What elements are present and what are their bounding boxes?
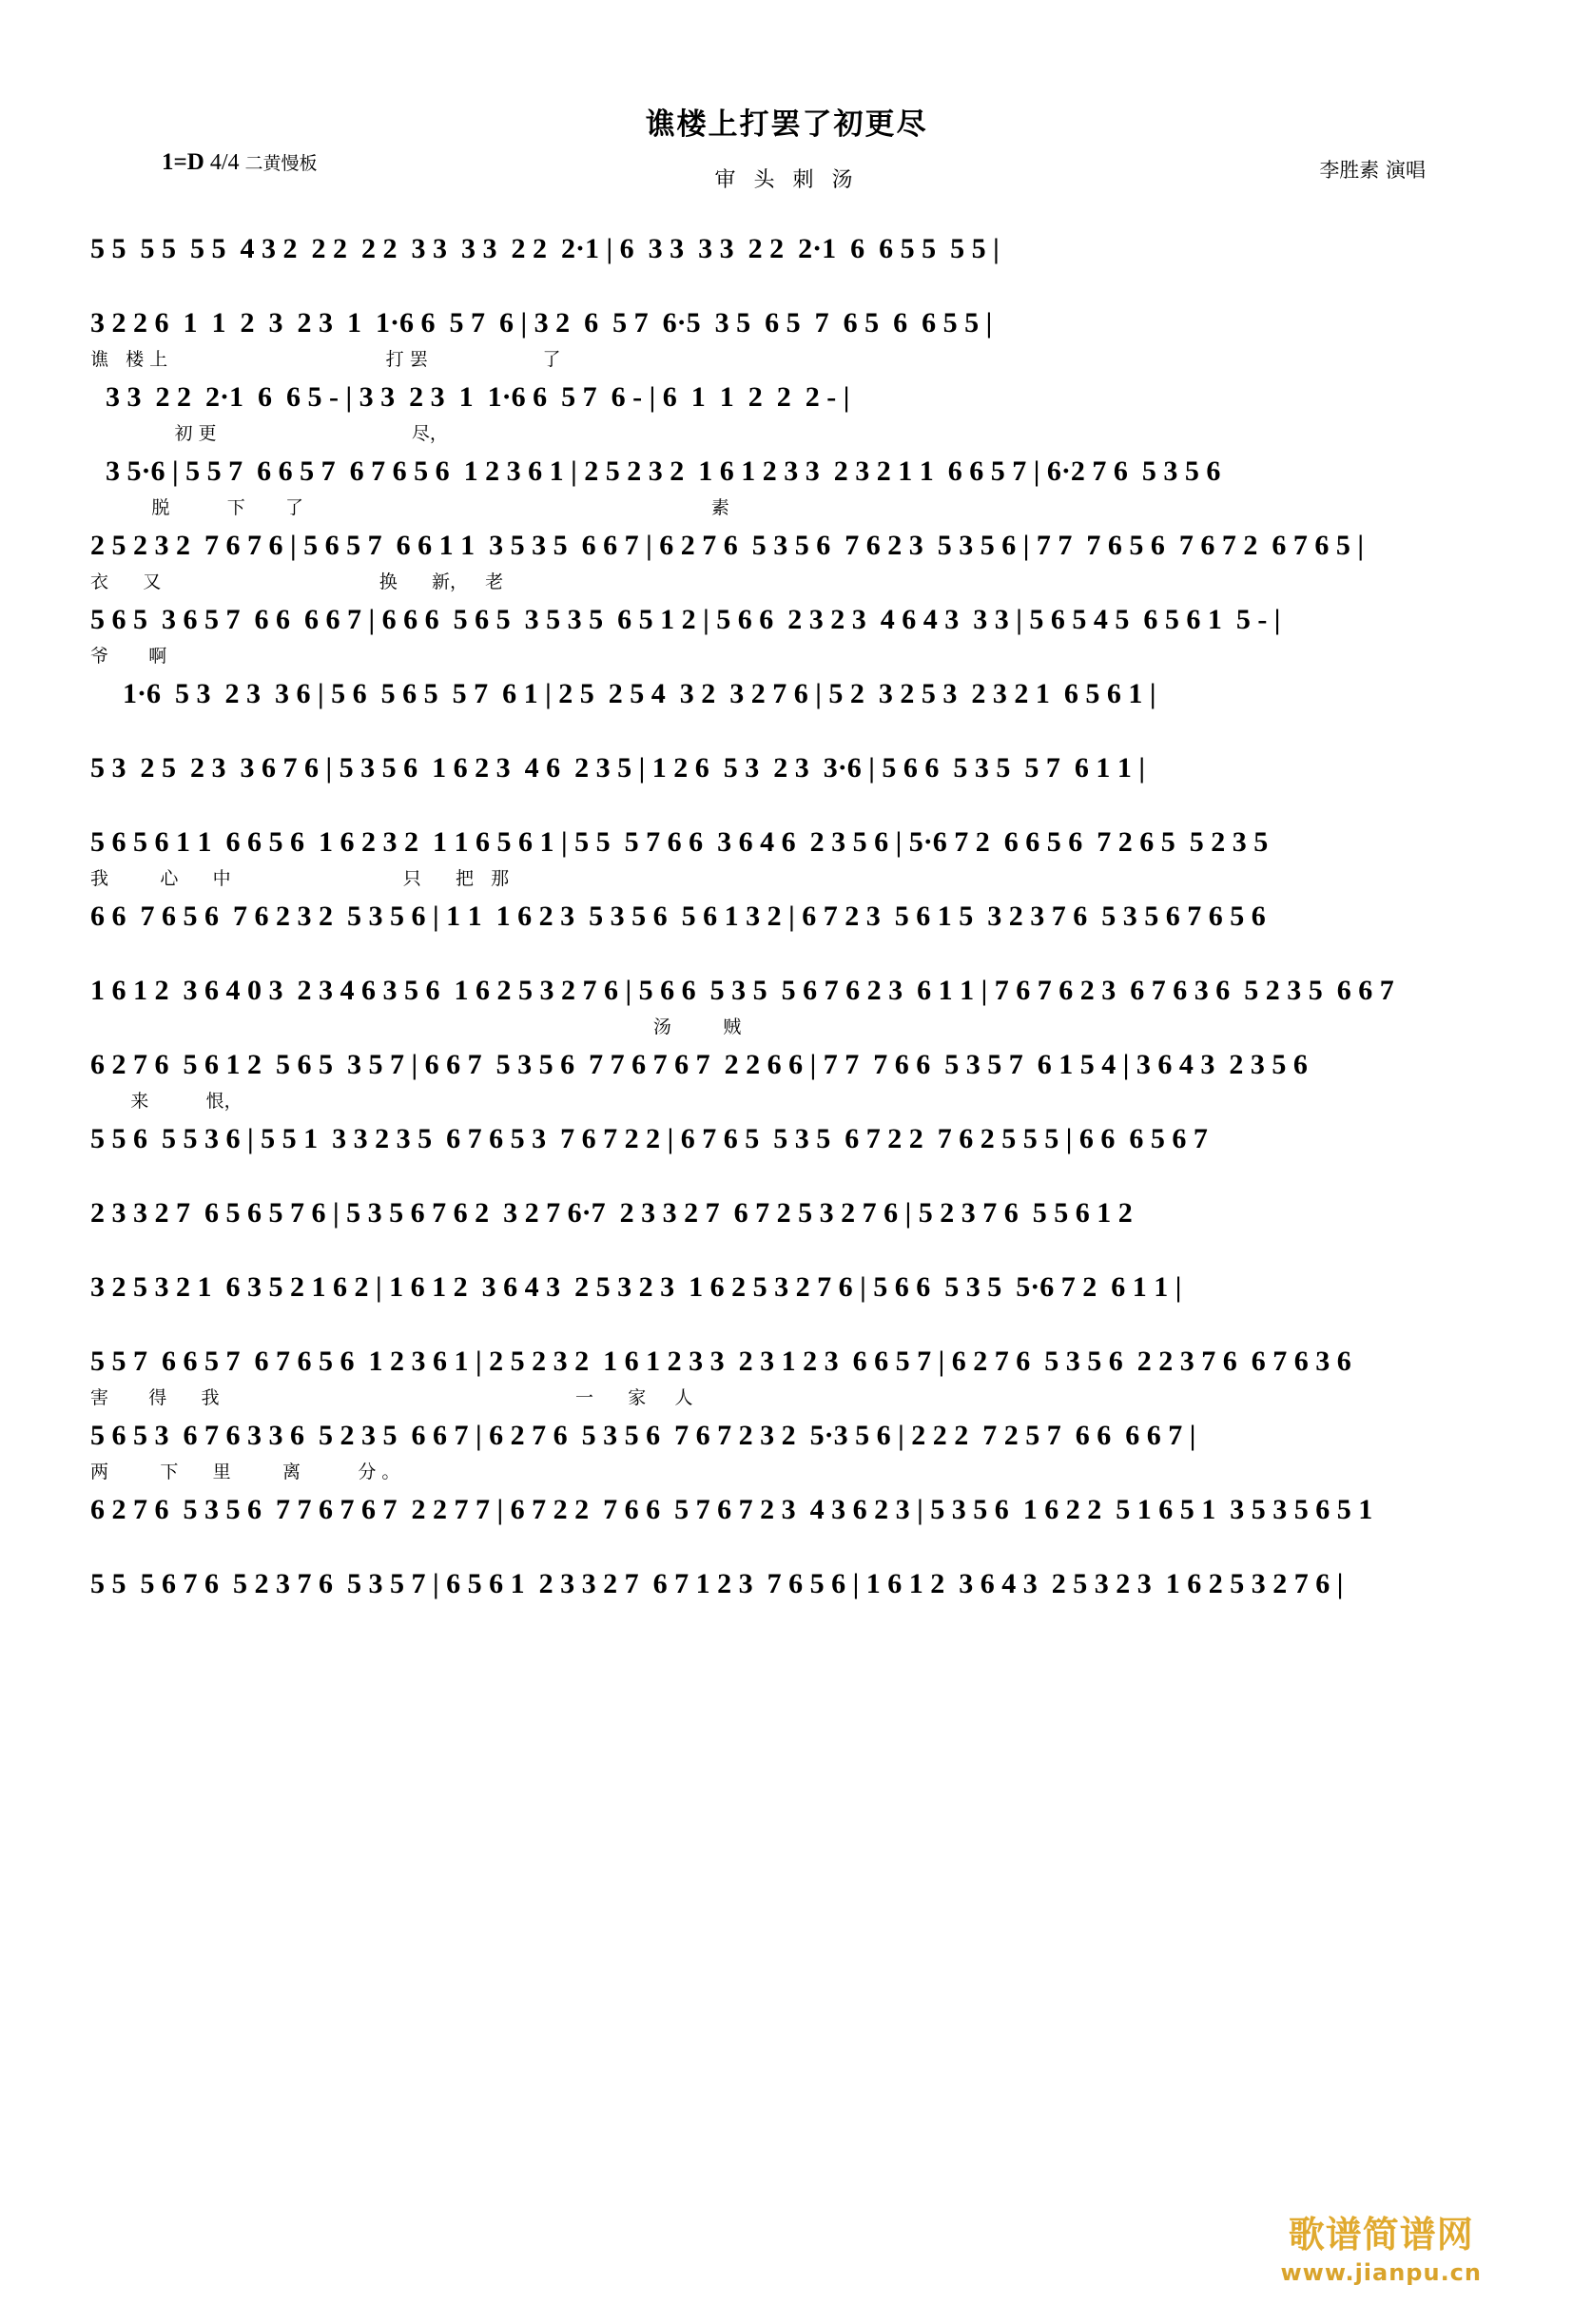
lyrics-row: 初 更 尽， [106,423,448,444]
notation-row: 5 5 5 5 5 5 4 3 2 2 2 2 2 3 3 3 3 2 2 2·1 | 6 3 3 3 3 2 2 2·1 6 6 5 5 5 5 | [90,233,1000,264]
lyrics-row: 脱 下 了 素 [106,497,729,518]
style-label: 二黄慢板 [244,153,318,174]
notation-row: 5 5 5 6 7 6 5 2 3 7 6 5 3 5 7 | 6 5 6 1 2 3 3 2 7 6 7 1 2 3 7 6 5 6 | 1 6 1 2 3 6 4 3 2 5 3 2 3 1 6 2 5 3 2 7 6 | [90,1568,1344,1599]
score-line [90,227,1478,300]
lyrics-row: 汤 贼 [90,1017,742,1037]
lyrics-row: 爷 啊 [90,646,167,667]
score-line [90,1191,1478,1264]
notation-row: 3 3 2 2 2·1 6 6 5 - | 3 3 2 3 1 1·6 6 5 7 6 - | 6 1 1 2 2 2 - | [106,381,850,413]
score-line [90,450,1478,522]
notation-row: 5 3 2 5 2 3 3 6 7 6 | 5 3 5 6 1 6 2 3 4 6 2 3 5 | 1 2 6 5 3 2 3 3·6 | 5 6 6 5 3 5 5 7 6 1 1 | [90,752,1145,784]
notation-row: 2 5 2 3 2 7 6 7 6 | 5 6 5 7 6 6 1 1 3 5 3 5 6 6 7 | 6 2 7 6 5 3 5 6 7 6 2 3 5 3 5 6 | 7 7 7 6 5 6 7 6 7 2 6 7 6 5 | [90,530,1364,561]
lyrics-row [90,273,1478,298]
score-line [90,376,1478,448]
score-line [90,1340,1478,1412]
score-line [90,821,1478,893]
lyrics-row [90,940,1478,965]
score-line [90,672,1478,745]
meter-label: 4/4 [209,150,240,175]
lyrics-row [90,1311,1478,1336]
score-line [90,598,1478,670]
site-watermark [1280,2205,1482,2286]
score-line [90,1117,1478,1190]
score-line [90,746,1478,819]
score-line [90,524,1478,596]
score-line [90,1562,1478,1635]
notation-row: 5 6 5 6 1 1 6 6 5 6 1 6 2 3 2 1 1 6 5 6 1 | 5 5 5 7 6 6 3 6 4 6 2 3 5 6 | 5·6 7 2 6 6 5 6 7 2 6 5 5 2 3 5 [90,826,1269,858]
notation-row: 5 6 5 3 6 7 6 3 3 6 5 2 3 5 6 6 7 | 6 2 7 6 5 3 5 6 7 6 7 2 3 2 5·3 5 6 | 2 2 2 7 2 5 7 6 6 6 6 7 | [90,1420,1196,1451]
lyrics-row [90,1534,1478,1559]
notation-row: 5 5 7 6 6 5 7 6 7 6 5 6 1 2 3 6 1 | 2 5 2 3 2 1 6 1 2 3 3 2 3 1 2 3 6 6 5 7 | 6 2 7 6 5 3 5 6 2 2 3 7 6 6 7 6 3 6 [90,1346,1351,1377]
lyrics-row [90,1608,1478,1633]
lyrics-row [90,792,1478,817]
notation-row: 3 2 2 6 1 1 2 3 2 3 1 1·6 6 5 7 6 | 3 2 6 5 7 6·5 3 5 6 5 7 6 5 6 6 5 5 | [90,307,993,339]
score-line [90,1414,1478,1486]
lyrics-row: 两 下 里 离 分 。 [90,1462,400,1482]
page-title: 谯楼上打罢了初更尽 [645,107,928,142]
singer-credit: 李胜素 演唱 [1319,159,1426,182]
score-line [90,1488,1478,1560]
lyrics-row: 衣 又 换 新， 老 [90,571,504,592]
score-line [90,301,1478,374]
score-line [90,1043,1478,1115]
notation-row: 3 5·6 | 5 5 7 6 6 5 7 6 7 6 5 6 1 2 3 6 1 | 2 5 2 3 2 1 6 1 2 3 3 2 3 2 1 1 6 6 5 7 | 6·2 7 6 5 3 5 6 [106,455,1221,487]
score-body [0,227,1573,1635]
lyrics-row [90,1237,1478,1262]
lyrics-row: 我 心 中 只 把 那 [90,868,510,889]
notation-row: 1·6 5 3 2 3 3 6 | 5 6 5 6 5 5 7 6 1 | 2 5 2 5 4 3 2 3 2 7 6 | 5 2 3 2 5 3 2 3 2 1 6 5 6 1 | [123,678,1156,709]
sheet-music-page [0,100,1573,2324]
key-signature-info [162,149,318,176]
notation-row: 5 6 5 3 6 5 7 6 6 6 6 7 | 6 6 6 5 6 5 3 5 3 5 6 5 1 2 | 5 6 6 2 3 2 3 4 6 4 3 3 3 | 5 6 5 4 5 6 5 6 1 5 - | [90,604,1281,635]
watermark-url: www.jianpu.cn [1280,2259,1482,2286]
score-line [90,895,1478,967]
notation-row: 3 2 5 3 2 1 6 3 5 2 1 6 2 | 1 6 1 2 3 6 4 3 2 5 3 2 3 1 6 2 5 3 2 7 6 | 5 6 6 5 3 5 5·6 7 2 6 1 1 | [90,1271,1182,1303]
lyrics-row [90,1163,1478,1188]
lyrics-row [90,718,1478,743]
lyrics-row: 谯 楼 上 打 罢 了 [90,349,561,370]
lyrics-row: 害 得 我 一 家 人 [90,1387,693,1408]
key-label: 1=D [162,149,204,175]
watermark-title: 歌谱简谱网 [1288,2214,1474,2256]
notation-row: 1 6 1 2 3 6 4 0 3 2 3 4 6 3 5 6 1 6 2 5 3 2 7 6 | 5 6 6 5 3 5 5 6 7 6 2 3 6 1 1 | 7 6 7 6 2 3 6 7 6 3 6 5 2 3 5 6 6 7 [90,975,1394,1006]
lyrics-row: 来 恨， [90,1091,243,1112]
notation-row: 5 5 6 5 5 3 6 | 5 5 1 3 3 2 3 5 6 7 6 5 3 7 6 7 2 2 | 6 7 6 5 5 3 5 6 7 2 2 7 6 2 5 5 5 | 6 6 6 5 6 7 [90,1123,1208,1154]
page-subtitle: 审 头 刺 汤 [714,168,859,192]
score-line [90,969,1478,1041]
notation-row: 2 3 3 2 7 6 5 6 5 7 6 | 5 3 5 6 7 6 2 3 2 7 6·7 2 3 3 2 7 6 7 2 5 3 2 7 6 | 5 2 3 7 6 5 5 6 1 2 [90,1197,1133,1229]
score-line [90,1266,1478,1338]
notation-row: 6 2 7 6 5 3 5 6 7 7 6 7 6 7 2 2 7 7 | 6 7 2 2 7 6 6 5 7 6 7 2 3 4 3 6 2 3 | 5 3 5 6 1 6 2 2 5 1 6 5 1 3 5 3 5 6 5 1 [90,1494,1373,1525]
notation-row: 6 2 7 6 5 6 1 2 5 6 5 3 5 7 | 6 6 7 5 3 5 6 7 7 6 7 6 7 2 2 6 6 | 7 7 7 6 6 5 3 5 7 6 1 5 4 | 3 6 4 3 2 3 5 6 [90,1049,1308,1080]
notation-row: 6 6 7 6 5 6 7 6 2 3 2 5 3 5 6 | 1 1 1 6 2 3 5 3 5 6 5 6 1 3 2 | 6 7 2 3 5 6 1 5 3 2 3 7 6 5 3 5 6 7 6 5 6 [90,901,1266,932]
